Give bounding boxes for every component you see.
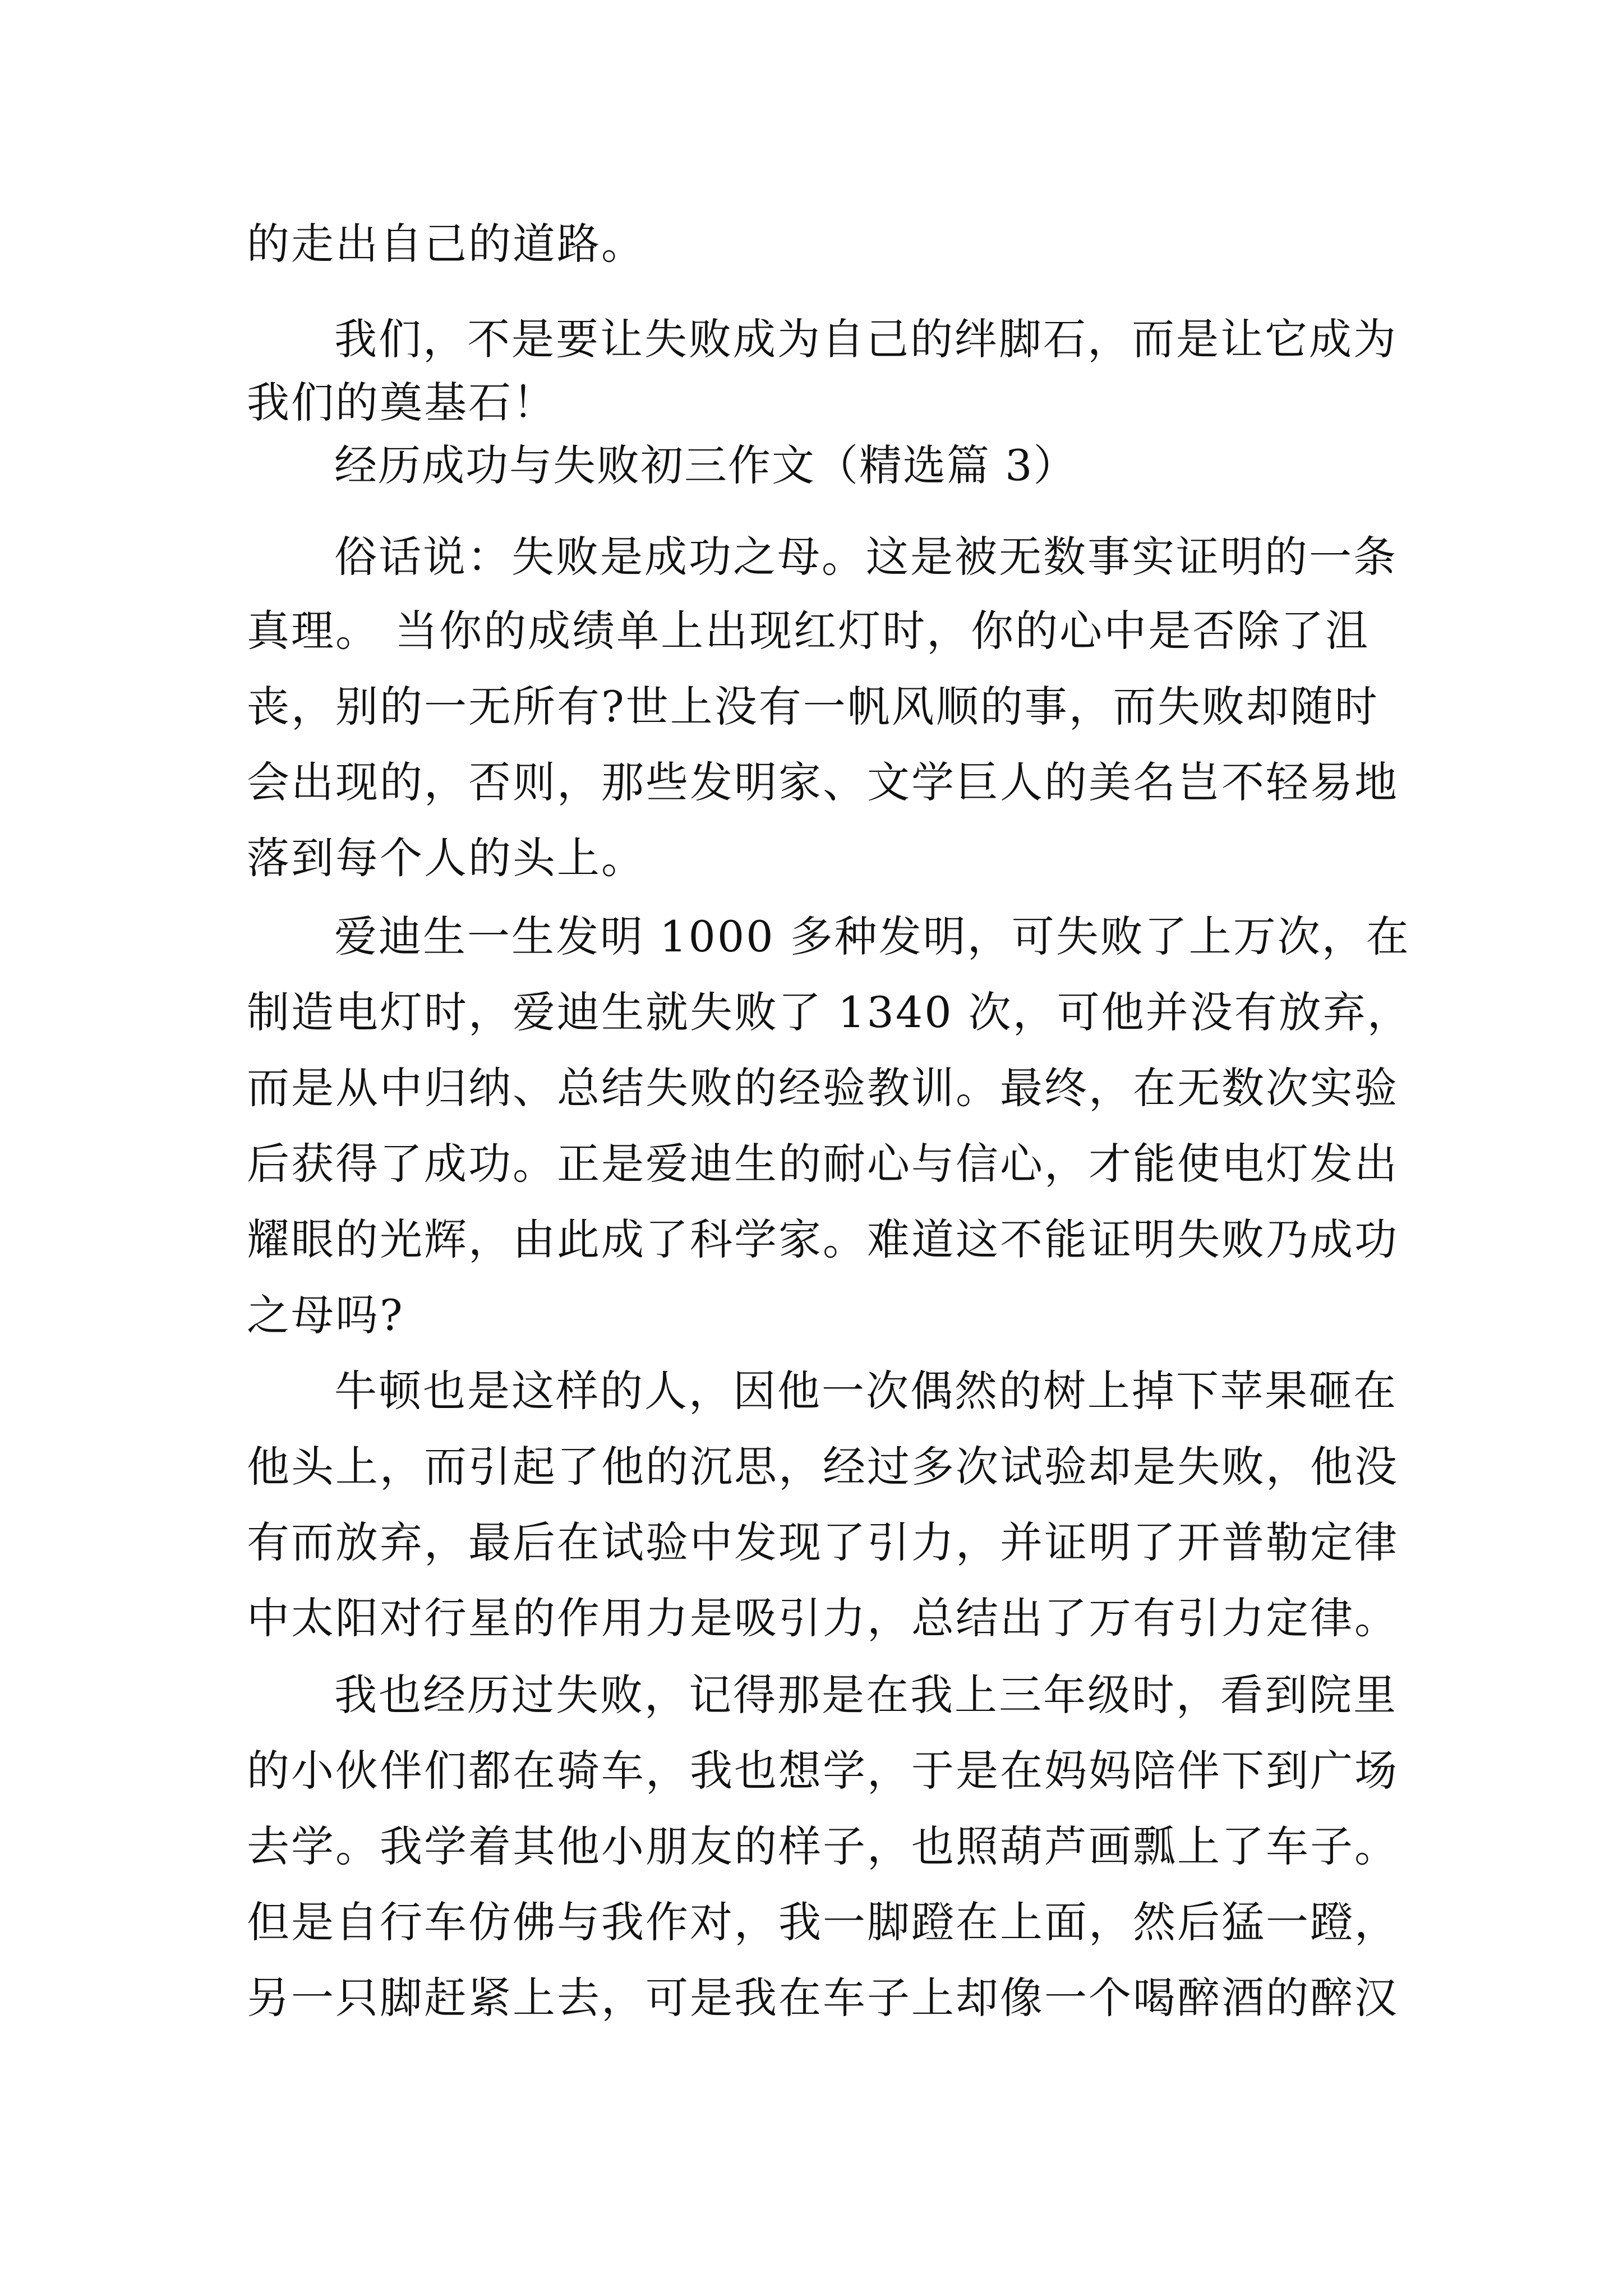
text-line: 有而放弃，最后在试验中发现了引力，并证明了开普勒定律 xyxy=(247,1517,1399,1567)
text-line: 另一只脚赶紧上去，可是我在车子上却像一个喝醉酒的醉汉 xyxy=(247,1973,1399,2023)
text-line: 我也经历过失败，记得那是在我上三年级时，看到院里 xyxy=(334,1670,1398,1720)
text-line: 他头上，而引起了他的沉思，经过多次试验却是失败，他没 xyxy=(247,1442,1399,1492)
text-line: 但是自行车仿佛与我作对，我一脚蹬在上面，然后猛一蹬， xyxy=(247,1897,1399,1947)
text-line: 中太阳对行星的作用力是吸引力，总结出了万有引力定律。 xyxy=(247,1593,1399,1643)
text-line: 会出现的，否则，那些发明家、文学巨人的美名岂不轻易地 xyxy=(247,757,1399,807)
text-line: 我们的奠基石！ xyxy=(247,378,557,427)
text-line: 落到每个人的头上。 xyxy=(247,833,645,883)
text-line: 之母吗? xyxy=(247,1290,404,1340)
text-line: 我们，不是要让失败成为自己的绊脚石，而是让它成为 xyxy=(334,314,1398,364)
text-line: 去学。我学着其他小朋友的样子，也照葫芦画瓢上了车子。 xyxy=(247,1821,1399,1871)
text-line: 后获得了成功。正是爱迪生的耐心与信心，才能使电灯发出 xyxy=(247,1139,1399,1189)
text-line: 丧，别的一无所有?世上没有一帆风顺的事，而失败却随时 xyxy=(247,682,1379,731)
section-title: 经历成功与失败初三作文（精选篇 3） xyxy=(334,440,1077,490)
text-line: 牛顿也是这样的人，因他一次偶然的树上掉下苹果砸在 xyxy=(334,1366,1398,1416)
text-line: 爱迪生一生发明 1000 多种发明，可失败了上万次，在 xyxy=(334,912,1410,961)
text-line: 制造电灯时，爱迪生就失败了 1340 次，可他并没有放弃， xyxy=(247,987,1412,1037)
text-line: 的走出自己的道路。 xyxy=(247,219,645,269)
text-line: 真理。 当你的成绩单上出现红灯时，你的心中是否除了沮 xyxy=(247,606,1370,656)
text-line: 耀眼的光辉，由此成了科学家。难道这不能证明失败乃成功 xyxy=(247,1214,1399,1264)
text-line: 俗话说：失败是成功之母。这是被无数事实证明的一条 xyxy=(334,532,1398,582)
text-line: 而是从中归纳、总结失败的经验教训。最终，在无数次实验 xyxy=(247,1063,1399,1113)
text-line: 的小伙伴们都在骑车，我也想学，于是在妈妈陪伴下到广场 xyxy=(247,1746,1399,1796)
